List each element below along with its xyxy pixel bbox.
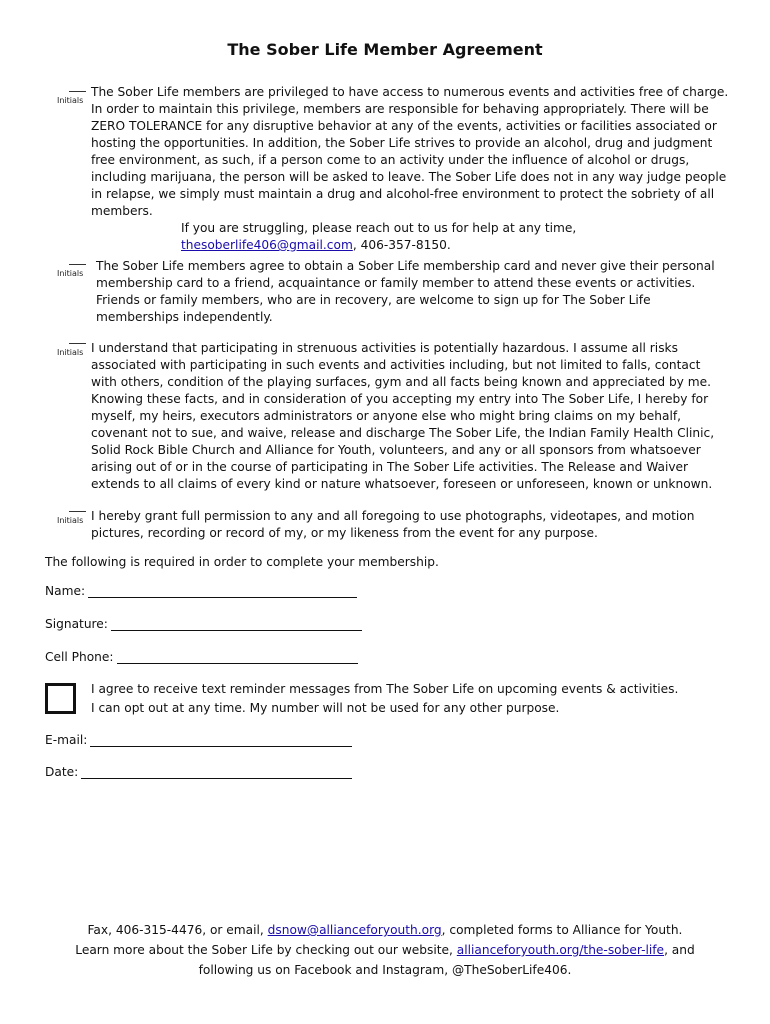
para-line: Knowing these facts, and in consideration of you accepting my entry into The Sober Life, I hereby for xyxy=(91,392,709,406)
para-line: Solid Rock Bible Church and Alliance for Youth, volunteers, and any or all sponsors from whatsoever xyxy=(91,443,701,457)
consent-line: I agree to receive text reminder messages from The Sober Life on upcoming events & activities. xyxy=(91,682,679,696)
privilege-paragraph xyxy=(91,84,728,220)
para-line: members. xyxy=(91,204,153,218)
consent-line: I can opt out at any time. My number will not be used for any other purpose. xyxy=(91,701,560,715)
document-title: The Sober Life Member Agreement xyxy=(227,40,543,59)
initials-field-2[interactable] xyxy=(57,264,87,278)
para-line: free environment, as such, if a person come to an activity under the influence of alcohol or drugs, xyxy=(91,153,690,167)
footer-email-link[interactable]: dsnow@allianceforyouth.org xyxy=(267,923,442,937)
initials-field-1[interactable] xyxy=(57,91,87,105)
para-line: myself, my heirs, executors administrators or anyone else who might bring claims on my behalf, xyxy=(91,409,681,423)
para-line: hosting the opportunities. In addition, the Sober Life strives to provide an alcohol, drug and judgment xyxy=(91,136,713,150)
date-input-line[interactable] xyxy=(81,766,352,779)
help-contact xyxy=(181,220,576,254)
name-field[interactable] xyxy=(45,584,357,598)
help-text: If you are struggling, please reach out to us for help at any time, xyxy=(181,221,577,235)
initials-label: Initials xyxy=(57,96,84,105)
para-line: associated with participating in such events and activities including, but not limited to falls, contact xyxy=(91,358,701,372)
email-field[interactable] xyxy=(45,733,352,747)
cell-phone-field[interactable] xyxy=(45,650,358,664)
footer-text: , and xyxy=(664,943,695,957)
para-line: I understand that participating in strenuous activities is potentially hazardous. I assume all risks xyxy=(91,341,678,355)
initials-line xyxy=(69,511,86,512)
text-consent-text xyxy=(91,680,678,718)
footer-line-2 xyxy=(0,940,770,960)
para-line: memberships independently. xyxy=(96,310,273,324)
signature-input-line[interactable] xyxy=(111,618,362,631)
para-line: pictures, recording or record of my, or my likeness from the event for any purpose. xyxy=(91,526,598,540)
para-line: The Sober Life members agree to obtain a Sober Life membership card and never give their personal xyxy=(96,259,715,273)
name-label: Name: xyxy=(45,584,86,598)
signature-label: Signature: xyxy=(45,617,108,631)
para-line: including marijuana, the person will be asked to leave. The Sober Life does not in any way judge people xyxy=(91,170,727,184)
initials-label: Initials xyxy=(57,348,84,357)
initials-line xyxy=(69,91,86,92)
initials-field-3[interactable] xyxy=(57,343,87,357)
footer-line-3: following us on Facebook and Instagram, @TheSoberLife406. xyxy=(198,963,572,977)
para-line: membership card to a friend, acquaintance or family member to attend these events or activities. xyxy=(96,276,696,290)
help-email-link[interactable]: thesoberlife406@gmail.com xyxy=(181,238,353,252)
signature-field[interactable] xyxy=(45,617,362,631)
initials-label: Initials xyxy=(57,516,84,525)
footer-text: Learn more about the Sober Life by checking out our website, xyxy=(75,943,457,957)
para-line: arising out of or in the course of participating in The Sober Life activities. The Release and Waiver xyxy=(91,460,689,474)
cell-phone-input-line[interactable] xyxy=(117,651,358,664)
email-label: E-mail: xyxy=(45,733,88,747)
date-label: Date: xyxy=(45,765,79,779)
para-line: in relapse, we simply must maintain a drug and alcohol-free environment to protect the sobriety of all xyxy=(91,187,715,201)
initials-label: Initials xyxy=(57,269,84,278)
date-field[interactable] xyxy=(45,765,352,779)
name-input-line[interactable] xyxy=(88,585,357,598)
para-line: In order to maintain this privilege, members are responsible for behaving appropriately. There will be xyxy=(91,102,709,116)
para-line: ZERO TOLERANCE for any disruptive behavior at any of the events, activities or facilities associated or xyxy=(91,119,717,133)
para-line: I hereby grant full permission to any and all foregoing to use photographs, videotapes, and motion xyxy=(91,509,695,523)
email-input-line[interactable] xyxy=(90,734,352,747)
help-phone: , 406-357-8150. xyxy=(352,238,451,252)
footer-contact xyxy=(0,920,770,980)
waiver-paragraph xyxy=(91,340,714,493)
para-line: The Sober Life members are privileged to have access to numerous events and activities free of charge. xyxy=(91,85,729,99)
required-info-text: The following is required in order to complete your membership. xyxy=(45,555,439,569)
para-line: with others, condition of the playing surfaces, gym and all facts being known and appreciated by me. xyxy=(91,375,712,389)
footer-text: Fax, 406-315-4476, or email, xyxy=(87,923,268,937)
cell-phone-label: Cell Phone: xyxy=(45,650,114,664)
media-release-paragraph xyxy=(91,508,694,542)
footer-text: , completed forms to Alliance for Youth. xyxy=(441,923,683,937)
membership-card-paragraph xyxy=(96,258,715,326)
para-line: Friends or family members, who are in recovery, are welcome to sign up for The Sober Life xyxy=(96,293,651,307)
para-line: covenant not to sue, and waive, release and discharge The Sober Life, the Indian Family Health Clinic, xyxy=(91,426,715,440)
help-contact-line xyxy=(181,237,576,254)
text-consent-checkbox[interactable] xyxy=(45,683,76,714)
footer-website-link[interactable]: allianceforyouth.org/the-sober-life xyxy=(456,943,665,957)
para-line: extends to all claims of every kind or nature whatsoever, foreseen or unforeseen, known or unknown. xyxy=(91,477,713,491)
initials-field-4[interactable] xyxy=(57,511,87,525)
footer-line-1 xyxy=(0,920,770,940)
initials-line xyxy=(69,343,86,344)
initials-line xyxy=(69,264,86,265)
